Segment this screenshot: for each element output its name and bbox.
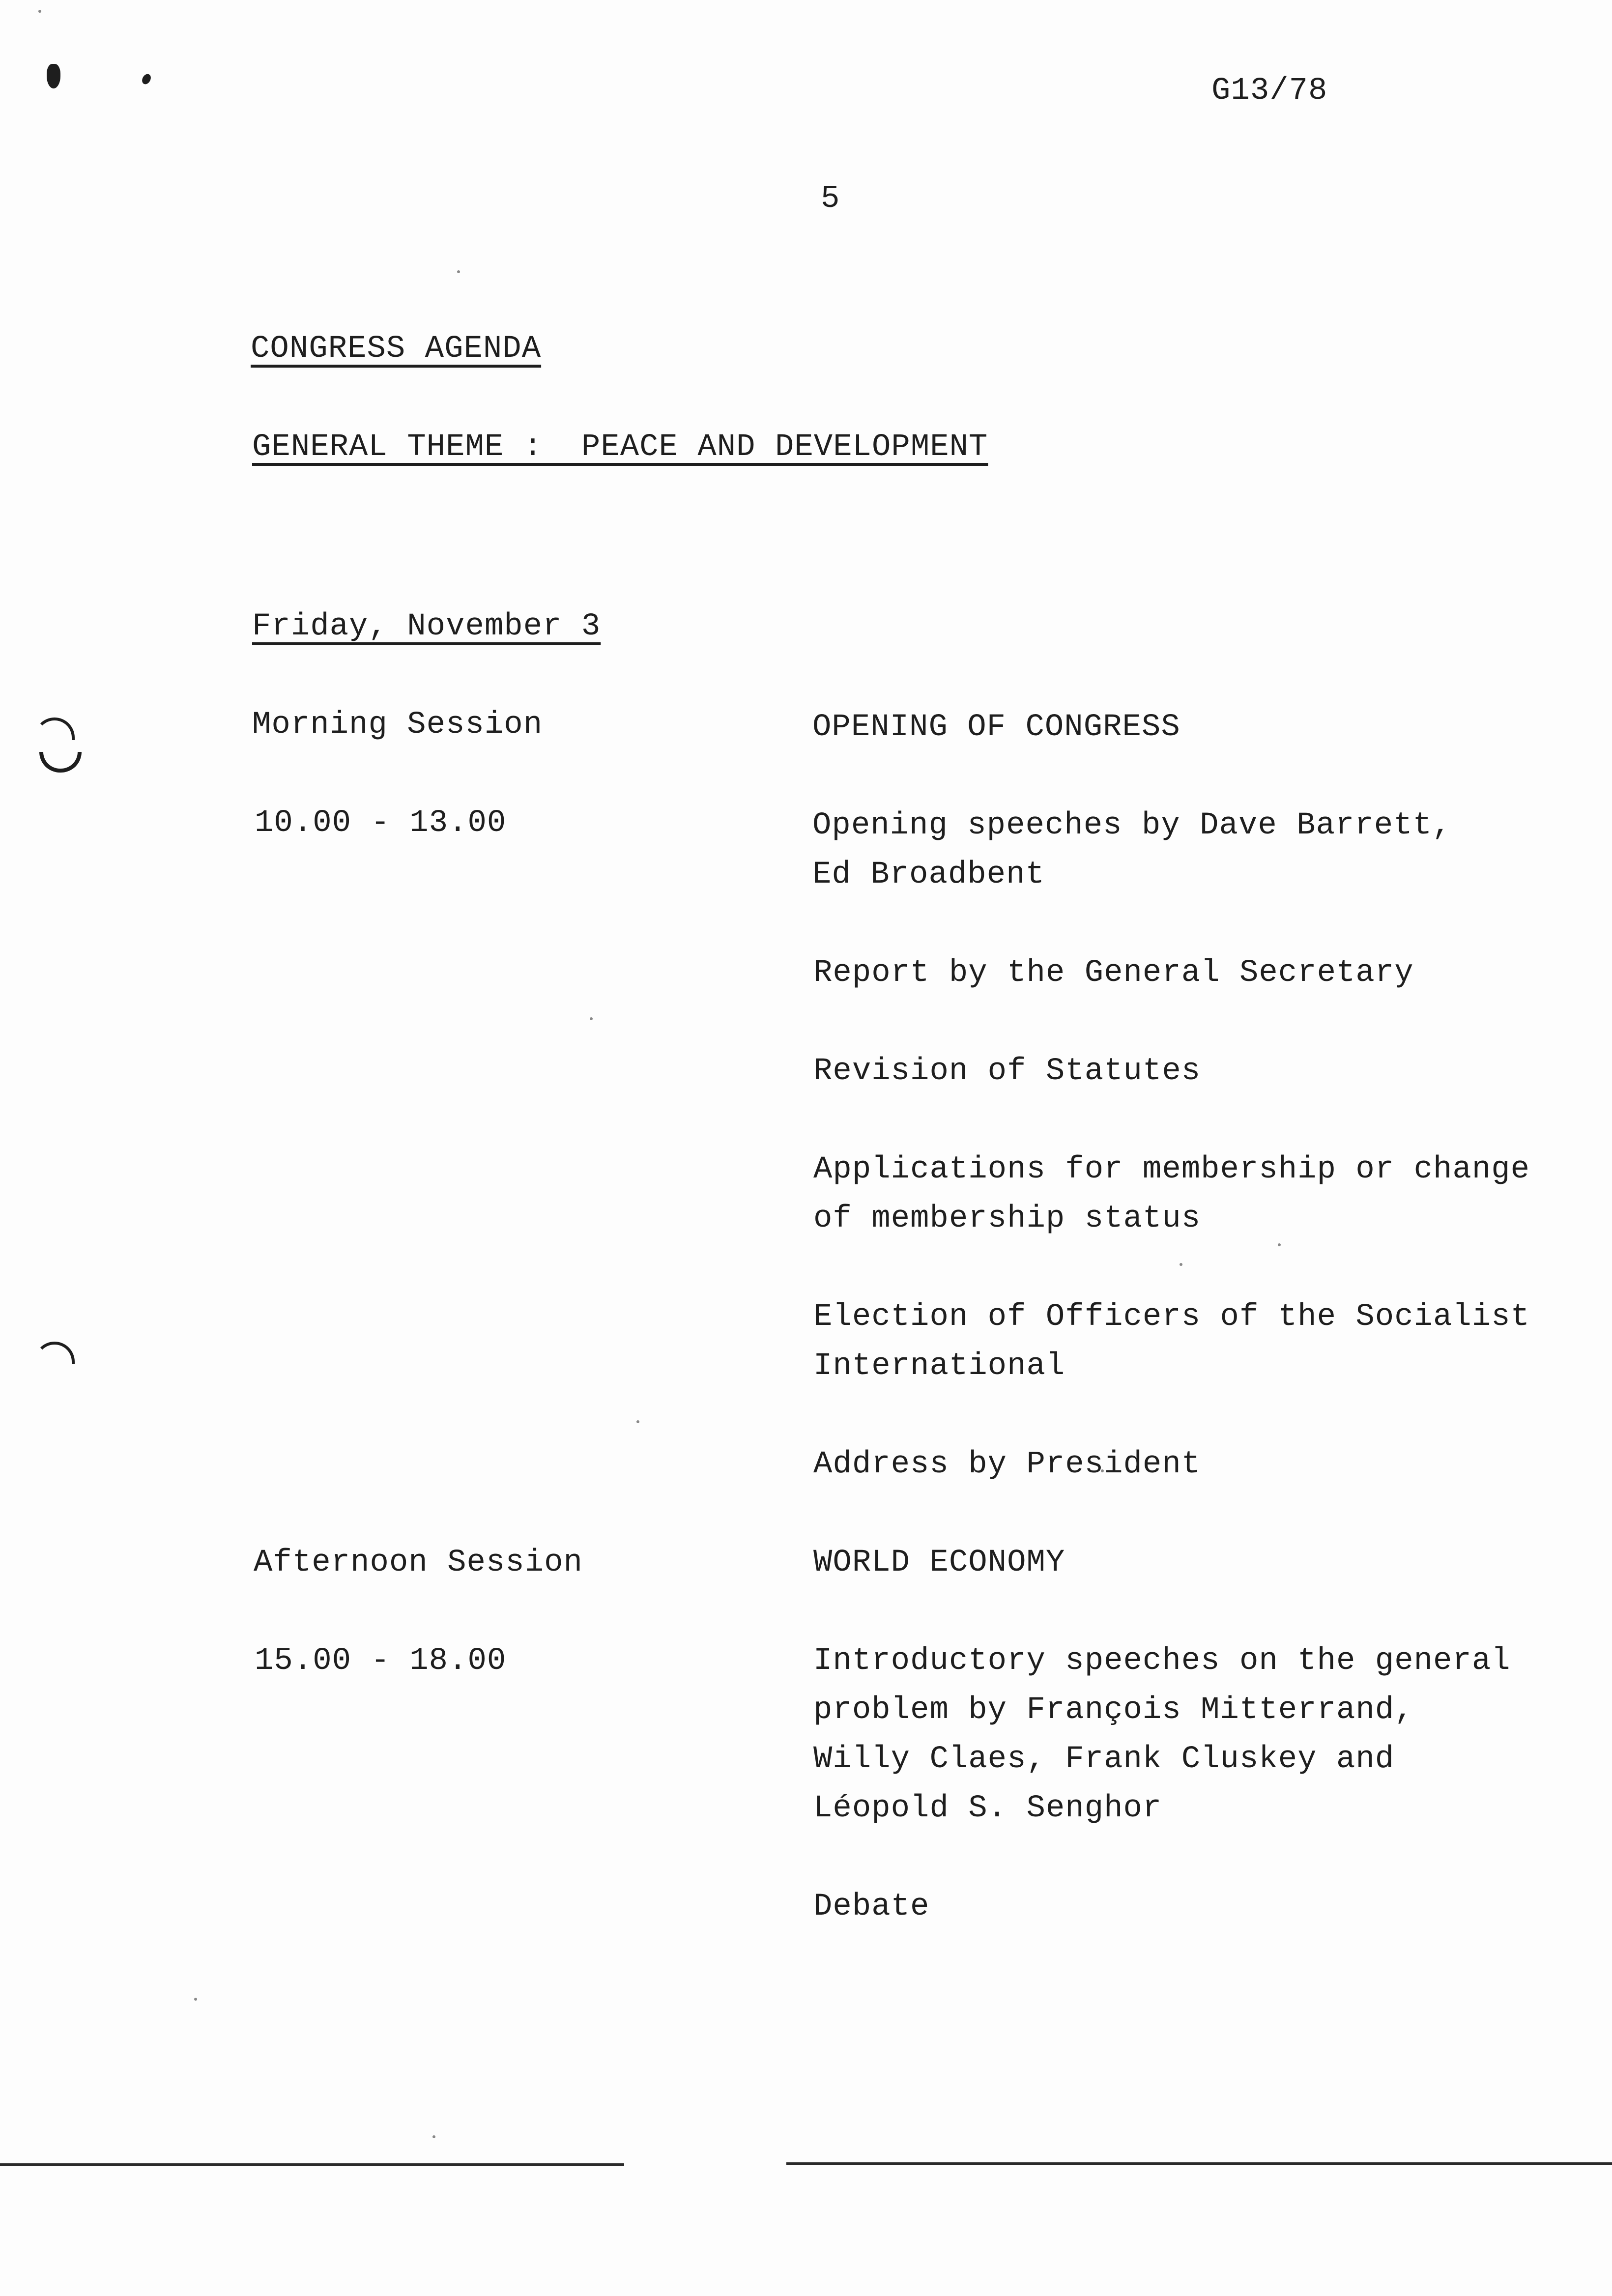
scan-mark (34, 1342, 75, 1364)
morning-session-label: Morning Session (252, 707, 543, 743)
day-heading: Friday, November 3 (252, 609, 601, 644)
afternoon-session-time: 15.00 - 18.00 (255, 1643, 507, 1679)
agenda-item-general-secretary-report: Report by the General Secretary (813, 955, 1414, 991)
scan-speck (1180, 1263, 1182, 1266)
afternoon-session-label: Afternoon Session (254, 1545, 583, 1580)
footer-rule-right (786, 2162, 1612, 2165)
agenda-item-introductory-speeches: Introductory speeches on the general problem by François Mitterrand, Willy Claes, Frank Cluskey and Léopold S. Senghor (813, 1643, 1511, 1826)
scan-speck (636, 1420, 639, 1423)
scan-speck (1278, 1243, 1281, 1246)
scan-mark (39, 752, 82, 773)
agenda-item-revision-of-statutes: Revision of Statutes (813, 1054, 1201, 1089)
agenda-item-membership-applications: Applications for membership or change of membership status (813, 1152, 1530, 1236)
agenda-item-opening-of-congress: OPENING OF CONGRESS (812, 710, 1180, 745)
agenda-item-opening-speeches: Opening speeches by Dave Barrett, Ed Broadbent (812, 808, 1452, 892)
scan-speck (457, 270, 460, 273)
morning-session-time: 10.00 - 13.00 (255, 805, 507, 841)
page-number: 5 (821, 181, 840, 217)
agenda-item-debate: Debate (813, 1889, 930, 1924)
scan-mark (34, 718, 75, 740)
agenda-item-address-by-president: Address by President (813, 1447, 1201, 1482)
agenda-item-world-economy: WORLD ECONOMY (813, 1545, 1065, 1580)
scan-mark (141, 72, 153, 86)
scan-speck (590, 1017, 593, 1020)
scan-speck (38, 10, 41, 13)
scan-mark (47, 64, 60, 88)
scan-speck (194, 1998, 197, 2001)
general-theme: GENERAL THEME : PEACE AND DEVELOPMENT (252, 430, 988, 465)
agenda-item-election-of-officers: Election of Officers of the Socialist International (813, 1299, 1530, 1384)
footer-rule-left (0, 2163, 624, 2166)
page-title: CONGRESS AGENDA (251, 331, 542, 367)
document-reference: G13/78 (1211, 73, 1328, 109)
scan-speck (432, 2135, 435, 2138)
